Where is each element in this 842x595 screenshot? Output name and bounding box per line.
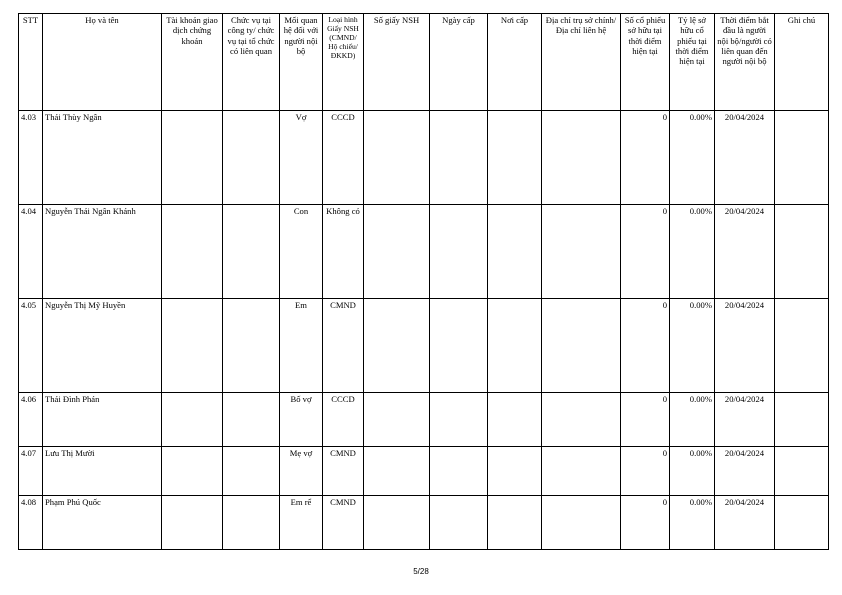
cell-note xyxy=(775,111,829,205)
header-issue-date: Ngày cấp xyxy=(430,14,488,111)
cell-issue-place xyxy=(488,496,542,550)
header-address: Địa chỉ trụ sở chính/Địa chỉ liên hệ xyxy=(542,14,621,111)
table-row xyxy=(19,111,829,205)
cell-id-number xyxy=(364,447,430,496)
cell-id-type: Không có xyxy=(323,205,364,299)
cell-relation: Mẹ vợ xyxy=(280,447,323,496)
cell-id-number xyxy=(364,111,430,205)
cell-account xyxy=(162,447,223,496)
cell-relation: Con xyxy=(280,205,323,299)
page-number: 5/28 xyxy=(413,567,429,576)
header-id-number: Số giấy NSH xyxy=(364,14,430,111)
cell-id-number xyxy=(364,393,430,447)
cell-issue-date xyxy=(430,299,488,393)
cell-account xyxy=(162,205,223,299)
cell-issue-date xyxy=(430,447,488,496)
table-row xyxy=(19,299,829,393)
cell-id-number xyxy=(364,205,430,299)
header-note: Ghi chú xyxy=(775,14,829,111)
cell-stt: 4.07 xyxy=(19,447,43,496)
table-row xyxy=(19,496,829,550)
cell-issue-place xyxy=(488,205,542,299)
cell-note xyxy=(775,496,829,550)
cell-account xyxy=(162,496,223,550)
cell-position xyxy=(223,205,280,299)
cell-id-type: CMND xyxy=(323,447,364,496)
cell-note xyxy=(775,299,829,393)
cell-id-type: CMND xyxy=(323,496,364,550)
cell-ratio: 0.00% xyxy=(670,447,715,496)
cell-ratio: 0.00% xyxy=(670,111,715,205)
cell-relation: Bố vợ xyxy=(280,393,323,447)
insider-table xyxy=(18,13,829,550)
cell-position xyxy=(223,299,280,393)
cell-stt: 4.08 xyxy=(19,496,43,550)
cell-id-type: CMND xyxy=(323,299,364,393)
cell-id-number xyxy=(364,299,430,393)
header-ratio: Tỷ lệ sở hữu cổ phiếu tại thời điểm hiện tại xyxy=(670,14,715,111)
cell-shares: 0 xyxy=(621,205,670,299)
cell-shares: 0 xyxy=(621,299,670,393)
header-name: Họ và tên xyxy=(43,14,162,111)
cell-ratio: 0.00% xyxy=(670,299,715,393)
cell-position xyxy=(223,393,280,447)
cell-ratio: 0.00% xyxy=(670,496,715,550)
cell-issue-place xyxy=(488,111,542,205)
cell-issue-date xyxy=(430,111,488,205)
header-row xyxy=(19,14,829,111)
cell-issue-place xyxy=(488,393,542,447)
cell-note xyxy=(775,205,829,299)
header-position: Chức vụ tại công ty/ chức vụ tại tổ chức có liên quan xyxy=(223,14,280,111)
cell-id-type: CCCD xyxy=(323,111,364,205)
cell-name: Phạm Phú Quốc xyxy=(43,496,162,550)
cell-name: Thái Thùy Ngân xyxy=(43,111,162,205)
cell-shares: 0 xyxy=(621,447,670,496)
table-row xyxy=(19,447,829,496)
cell-issue-place xyxy=(488,447,542,496)
cell-stt: 4.05 xyxy=(19,299,43,393)
cell-address xyxy=(542,393,621,447)
cell-shares: 0 xyxy=(621,496,670,550)
cell-stt: 4.03 xyxy=(19,111,43,205)
cell-start-date: 20/04/2024 xyxy=(715,205,775,299)
cell-position xyxy=(223,496,280,550)
cell-address xyxy=(542,299,621,393)
cell-name: Nguyễn Thái Ngân Khánh xyxy=(43,205,162,299)
cell-note xyxy=(775,393,829,447)
cell-id-type: CCCD xyxy=(323,393,364,447)
table-row xyxy=(19,205,829,299)
cell-issue-date xyxy=(430,393,488,447)
header-account: Tài khoản giao dịch chứng khoán xyxy=(162,14,223,111)
cell-ratio: 0.00% xyxy=(670,205,715,299)
cell-address xyxy=(542,111,621,205)
cell-id-number xyxy=(364,496,430,550)
cell-stt: 4.04 xyxy=(19,205,43,299)
cell-stt: 4.06 xyxy=(19,393,43,447)
cell-name: Lưu Thị Mười xyxy=(43,447,162,496)
cell-position xyxy=(223,447,280,496)
header-shares: Số cổ phiếu sở hữu tại thời điểm hiện tại xyxy=(621,14,670,111)
header-start-date: Thời điểm bắt đầu là người nội bộ/người có liên quan đến người nội bộ xyxy=(715,14,775,111)
cell-start-date: 20/04/2024 xyxy=(715,299,775,393)
cell-address xyxy=(542,496,621,550)
header-id-type: Loại hình Giấy NSH (CMND/ Hộ chiếu/ ĐKKD) xyxy=(323,14,364,111)
header-issue-place: Nơi cấp xyxy=(488,14,542,111)
cell-relation: Em xyxy=(280,299,323,393)
cell-start-date: 20/04/2024 xyxy=(715,496,775,550)
cell-relation: Vợ xyxy=(280,111,323,205)
cell-issue-date xyxy=(430,496,488,550)
cell-issue-place xyxy=(488,299,542,393)
cell-start-date: 20/04/2024 xyxy=(715,393,775,447)
cell-address xyxy=(542,205,621,299)
cell-issue-date xyxy=(430,205,488,299)
cell-start-date: 20/04/2024 xyxy=(715,111,775,205)
cell-start-date: 20/04/2024 xyxy=(715,447,775,496)
header-relation: Mối quan hệ đối với người nội bộ xyxy=(280,14,323,111)
cell-shares: 0 xyxy=(621,393,670,447)
cell-note xyxy=(775,447,829,496)
cell-address xyxy=(542,447,621,496)
cell-position xyxy=(223,111,280,205)
table-row xyxy=(19,393,829,447)
cell-account xyxy=(162,299,223,393)
cell-shares: 0 xyxy=(621,111,670,205)
cell-name: Nguyễn Thị Mỹ Huyền xyxy=(43,299,162,393)
cell-ratio: 0.00% xyxy=(670,393,715,447)
cell-account xyxy=(162,393,223,447)
header-stt: STT xyxy=(19,14,43,111)
cell-name: Thái Đình Phán xyxy=(43,393,162,447)
cell-relation: Em rể xyxy=(280,496,323,550)
cell-account xyxy=(162,111,223,205)
